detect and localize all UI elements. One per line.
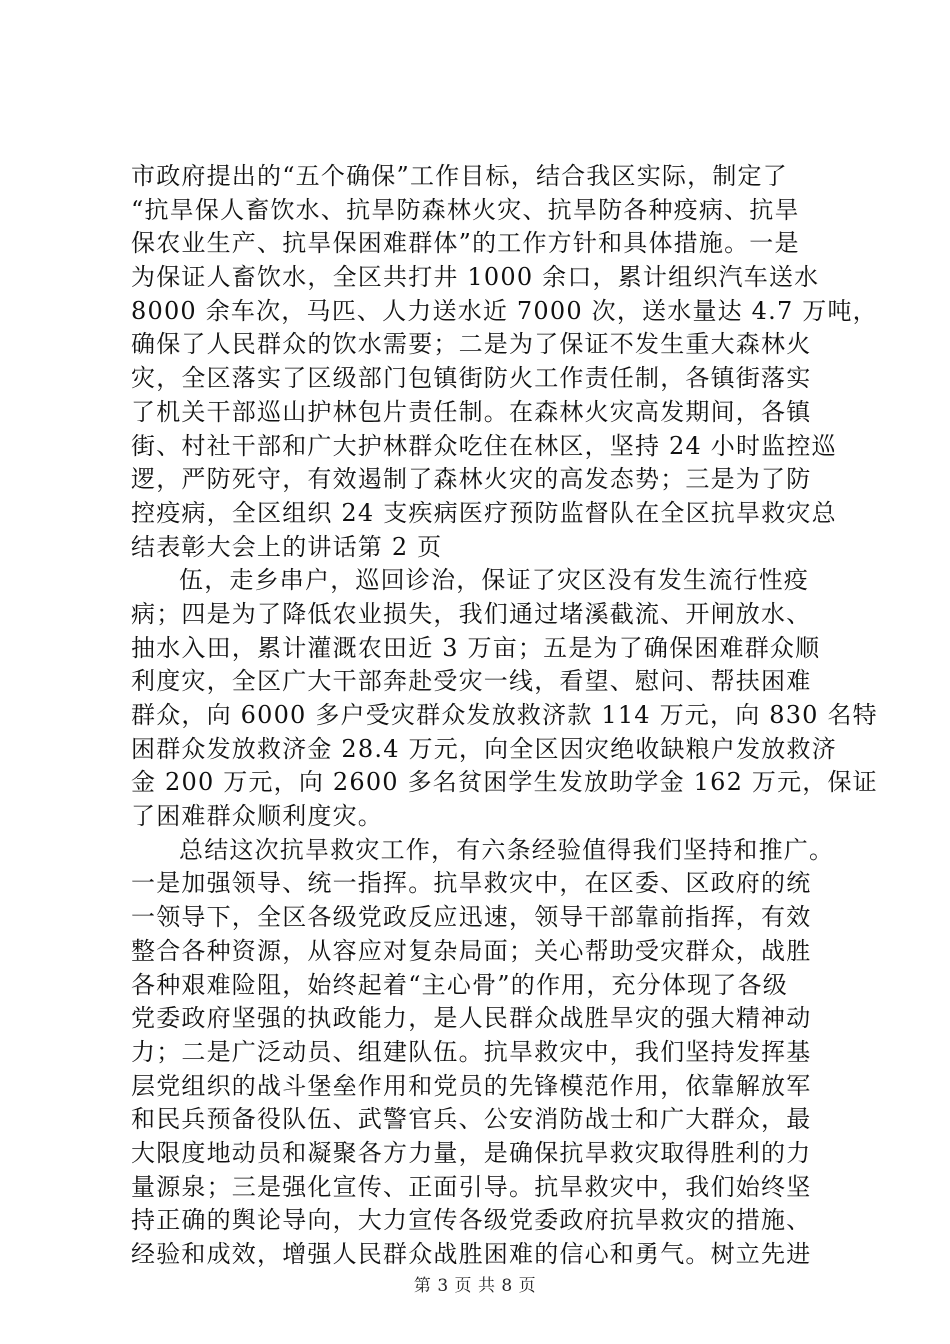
text-line: 利度灾，全区广大干部奔赴受灾一线，看望、慰问、帮扶困难: [131, 667, 812, 696]
page-number-label: 第 3 页 共 8 页: [413, 1276, 537, 1296]
text-line: 市政府提出的“五个确保”工作目标，结合我区实际，制定了: [131, 162, 788, 190]
text-line: 结表彰大会上的讲话第 2 页: [131, 532, 443, 561]
text-line: 和民兵预备役队伍、武警官兵、公安消防战士和广大群众，最: [131, 1105, 812, 1134]
text-line: 量源泉；三是强化宣传、正面引导。抗旱救灾中，我们始终坚: [131, 1172, 812, 1201]
text-line: 保农业生产、抗旱保困难群体”的工作方针和具体措施。一是: [131, 229, 800, 258]
text-line: 控疫病，全区组织 24 支疾病医疗预防监督队在全区抗旱救灾总: [131, 498, 837, 527]
text-line: 大限度地动员和凝聚各方力量，是确保抗旱救灾取得胜利的力: [131, 1138, 812, 1167]
text-line: “抗旱保人畜饮水、抗旱防森林火灾、抗旱防各种疫病、抗旱: [131, 195, 800, 224]
text-line: 经验和成效，增强人民群众战胜困难的信心和勇气。树立先进: [131, 1240, 812, 1268]
text-line: 整合各种资源，从容应对复杂局面；关心帮助受灾群众，战胜: [131, 936, 812, 965]
text-line: 一领导下，全区各级党政反应迅速，领导干部靠前指挥，有效: [131, 903, 812, 932]
text-line: 确保了人民群众的饮水需要；二是为了保证不发生重大森林火: [131, 330, 812, 359]
text-line: 了机关干部巡山护林包片责任制。在森林火灾高发期间，各镇: [131, 397, 812, 426]
text-line: 层党组织的战斗堡垒作用和党员的先锋模范作用，依靠解放军: [131, 1071, 812, 1100]
text-line: 街、村社干部和广大护林群众吃住在林区，坚持 24 小时监控巡: [131, 431, 837, 460]
text-line: 各种艰难险阻，始终起着“主心骨”的作用，充分体现了各级: [131, 970, 788, 999]
text-line: 逻，严防死守，有效遏制了森林火灾的高发态势；三是为了防: [131, 465, 812, 494]
text-line: 一是加强领导、统一指挥。抗旱救灾中，在区委、区政府的统: [131, 869, 812, 898]
paragraph-start-line: 总结这次抗旱救灾工作，有六条经验值得我们坚持和推广。: [179, 835, 835, 864]
text-line: 抽水入田，累计灌溉农田近 3 万亩；五是为了确保困难群众顺: [131, 633, 821, 662]
text-line: 金 200 万元，向 2600 多名贫困学生发放助学金 162 万元，保证: [131, 768, 878, 797]
text-line: 为保证人畜饮水，全区共打井 1000 余口，累计组织汽车送水: [131, 263, 820, 292]
text-line: 持正确的舆论导向，大力宣传各级党委政府抗旱救灾的措施、: [131, 1206, 812, 1235]
text-line: 力；二是广泛动员、组建队伍。抗旱救灾中，我们坚持发挥基: [131, 1037, 812, 1066]
text-line: 了困难群众顺利度灾。: [131, 802, 383, 831]
text-line: 病；四是为了降低农业损失，我们通过堵溪截流、开闸放水、: [131, 599, 812, 628]
paragraph-start-line: 伍，走乡串户，巡回诊治，保证了灾区没有发生流行性疫: [179, 566, 809, 595]
page-footer: [0, 1271, 950, 1296]
text-line: 灾，全区落实了区级部门包镇街防火工作责任制，各镇街落实: [131, 364, 812, 393]
text-line: 8000 余车次，马匹、人力送水近 7000 次，送水量达 4.7 万吨，: [131, 296, 878, 325]
text-line: 党委政府坚强的执政能力，是人民群众战胜旱灾的强大精神动: [131, 1004, 812, 1033]
body-text: [131, 160, 878, 1272]
text-line: 群众，向 6000 多户受灾群众发放救济款 114 万元，向 830 名特: [131, 701, 878, 729]
text-line: 困群众发放救济金 28.4 万元，向全区因灾绝收缺粮户发放救济: [131, 734, 837, 763]
